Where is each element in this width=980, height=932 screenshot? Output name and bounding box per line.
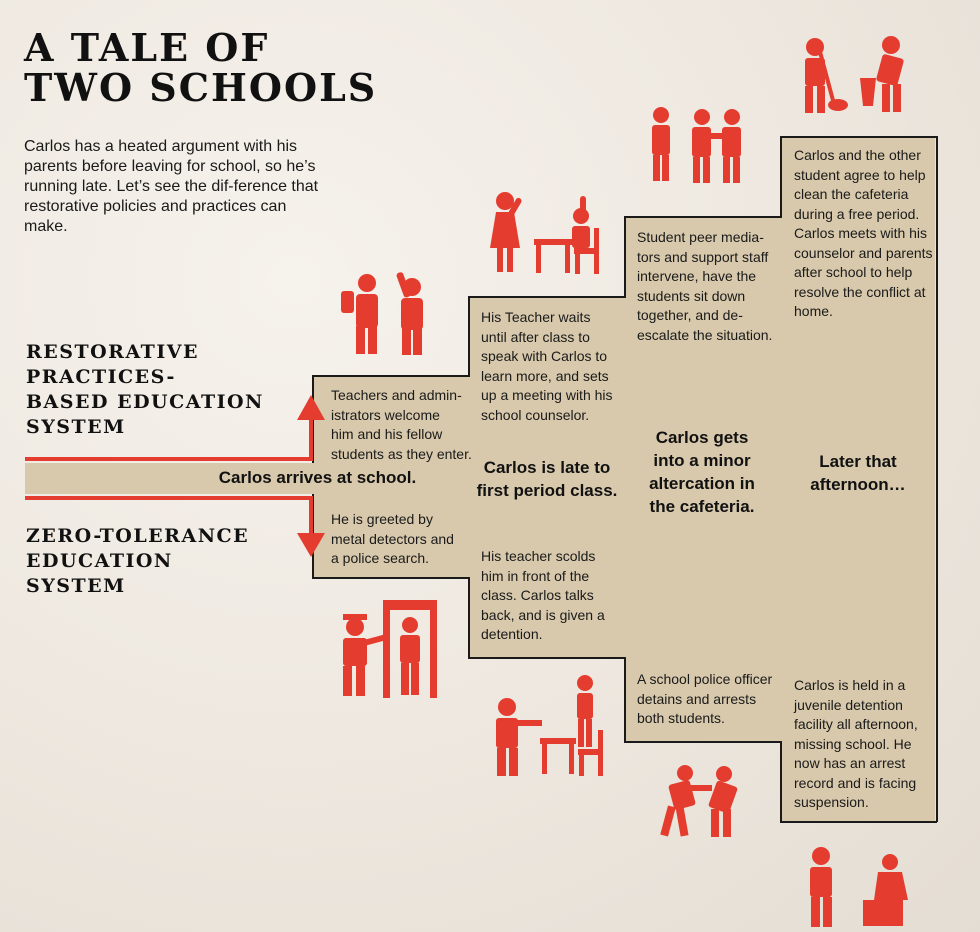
student-greeted-icon bbox=[341, 271, 423, 355]
restorative-system-label bbox=[26, 340, 264, 440]
text-line: His Teacher waits bbox=[481, 309, 591, 325]
zero-label-line: SYSTEM bbox=[26, 575, 126, 597]
detention-icon bbox=[810, 847, 908, 927]
label-line: into a minor bbox=[653, 451, 751, 470]
text-line: He is greeted by bbox=[331, 511, 433, 527]
text-line: during a free period. bbox=[794, 205, 920, 222]
text-line: Carlos meets with his bbox=[794, 225, 928, 241]
text-line: until after class to bbox=[481, 328, 590, 345]
text-line: tors and support staff bbox=[637, 248, 769, 265]
label-line: altercation in bbox=[649, 474, 755, 493]
label-line: Later that bbox=[819, 452, 897, 471]
restorative-label-line: SYSTEM bbox=[26, 416, 126, 438]
text-line: intervene, have the bbox=[637, 268, 757, 284]
text-line: detention. bbox=[481, 626, 543, 642]
text-line: him and his fellow bbox=[331, 426, 443, 442]
stage-2-zero-text bbox=[481, 547, 625, 645]
title-line-2: TWO SCHOOLS bbox=[24, 65, 378, 110]
label-line: Carlos gets bbox=[655, 428, 749, 447]
text-line: after school to help bbox=[794, 264, 913, 280]
text-line: up a meeting with his bbox=[481, 387, 613, 403]
label-line: the cafeteria. bbox=[649, 497, 755, 516]
text-line: counselor and parents bbox=[794, 244, 933, 261]
restorative-label-line: RESTORATIVE bbox=[26, 341, 199, 363]
text-line: back, and is given a bbox=[481, 606, 605, 623]
text-line: both students. bbox=[637, 710, 725, 726]
text-line: students as they enter. bbox=[331, 445, 472, 462]
zero-label-line: EDUCATION bbox=[26, 550, 173, 572]
cleaning-icon bbox=[805, 36, 904, 113]
text-line: record and is facing bbox=[794, 774, 917, 791]
stage-1-zero-text bbox=[331, 510, 471, 569]
text-line: home. bbox=[794, 303, 833, 319]
text-line: missing school. He bbox=[794, 735, 912, 752]
title-line-1: A TALE OF bbox=[24, 25, 270, 70]
stage-4-label bbox=[781, 450, 935, 496]
text-line: school counselor. bbox=[481, 406, 590, 423]
text-line: juvenile detention bbox=[794, 696, 903, 713]
stage-4-restorative-text bbox=[794, 146, 936, 322]
text-line: istrators welcome bbox=[331, 406, 440, 423]
peer-mediation-icon bbox=[652, 107, 741, 183]
intro-text: Carlos has a heated argument with his parents before leaving for school, so he’s running late. Let’s see the dif-ference that restorative policies and practices can make. bbox=[24, 138, 319, 235]
text-line: class. Carlos talks bbox=[481, 587, 594, 603]
label-line: afternoon… bbox=[810, 475, 906, 494]
metal-detector-search-icon bbox=[343, 600, 437, 698]
text-line: students sit down bbox=[637, 287, 746, 304]
text-line: together, and de- bbox=[637, 307, 743, 323]
arrest-icon bbox=[660, 765, 738, 837]
text-line: metal detectors and bbox=[331, 530, 454, 547]
text-line: now has an arrest bbox=[794, 755, 906, 771]
stage-4-zero-text bbox=[794, 676, 936, 813]
stage-2-label bbox=[469, 456, 625, 502]
teacher-scolding-icon bbox=[496, 675, 603, 776]
label-line: first period class. bbox=[476, 481, 618, 500]
restorative-label-line: PRACTICES- bbox=[26, 366, 176, 388]
text-line: learn more, and sets bbox=[481, 367, 609, 384]
text-line: A school police officer bbox=[637, 671, 773, 687]
text-line: clean the cafeteria bbox=[794, 186, 909, 202]
text-line: resolve the conflict at bbox=[794, 283, 926, 300]
stage-3-restorative-text bbox=[637, 228, 781, 345]
text-line: him in front of the bbox=[481, 567, 590, 584]
stage-3-label bbox=[627, 426, 777, 518]
text-line: escalate the situation. bbox=[637, 326, 773, 343]
label-line: Carlos is late to bbox=[483, 458, 611, 477]
stage-2-restorative-text bbox=[481, 308, 625, 425]
text-line: speak with Carlos to bbox=[481, 348, 608, 364]
text-line: student agree to help bbox=[794, 166, 926, 183]
stage-1-label: Carlos arrives at school. bbox=[218, 468, 417, 487]
text-line: a police search. bbox=[331, 550, 430, 566]
text-line: Teachers and admin- bbox=[331, 387, 462, 403]
text-line: facility all afternoon, bbox=[794, 716, 918, 732]
stage-1-restorative-text bbox=[331, 386, 481, 464]
text-line: His teacher scolds bbox=[481, 548, 596, 564]
text-line: suspension. bbox=[794, 794, 869, 810]
restorative-label-line: BASED EDUCATION bbox=[26, 391, 264, 413]
zero-tolerance-system-label bbox=[26, 524, 249, 599]
text-line: detains and arrests bbox=[637, 690, 757, 707]
text-line: Carlos is held in a bbox=[794, 677, 906, 693]
teacher-student-desk-icon bbox=[490, 192, 599, 274]
zero-label-line: ZERO-TOLERANCE bbox=[26, 525, 250, 547]
stage-3-zero-text bbox=[637, 670, 781, 729]
text-line: Student peer media- bbox=[637, 229, 764, 245]
text-line: Carlos and the other bbox=[794, 147, 921, 163]
